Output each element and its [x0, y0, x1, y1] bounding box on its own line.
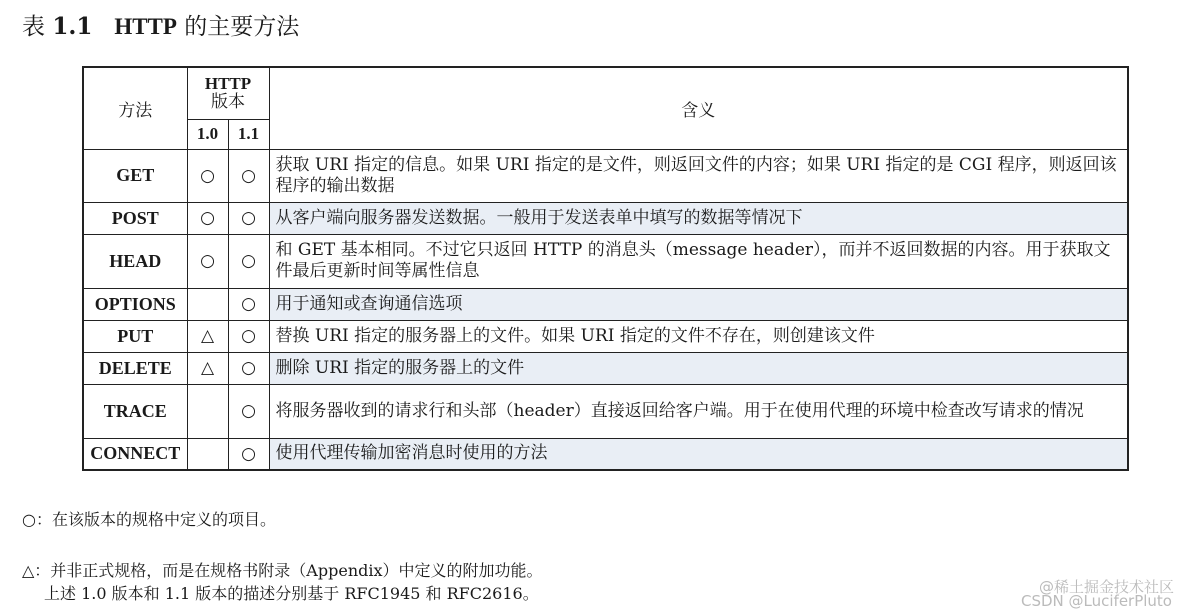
note-circle: ○：在该版本的规格中定义的项目。	[22, 510, 276, 529]
v11-cell: ○	[228, 202, 269, 234]
description-cell: 替换 URI 指定的服务器上的文件。如果 URI 指定的文件不存在，则创建该文件	[269, 320, 1128, 352]
v11-cell: ○	[228, 288, 269, 320]
table-title	[22, 12, 299, 42]
description-cell: 和 GET 基本相同。不过它只返回 HTTP 的消息头（message header），而并不返回数据的内容。用于获取文件最后更新时间等属性信息	[269, 234, 1128, 288]
v10-cell	[187, 288, 228, 320]
v11-cell: ○	[228, 320, 269, 352]
description-cell: 使用代理传输加密消息时使用的方法	[269, 438, 1128, 470]
v11-cell: ○	[228, 384, 269, 438]
header-version-bottom: 版本	[211, 92, 245, 113]
table-row	[83, 202, 1128, 234]
title-number: 1.1	[52, 13, 93, 40]
v10-cell	[187, 384, 228, 438]
table-row	[83, 288, 1128, 320]
method-cell: CONNECT	[83, 438, 187, 470]
description-cell: 用于通知或查询通信选项	[269, 288, 1128, 320]
title-prefix: 表	[22, 14, 45, 40]
v10-cell: △	[187, 320, 228, 352]
table-row	[83, 384, 1128, 438]
table-row	[83, 352, 1128, 384]
header-v10: 1.0	[187, 119, 228, 149]
table-row	[83, 234, 1128, 288]
note-triangle: △：并非正式规格，而是在规格书附录（Appendix）中定义的附加功能。	[22, 561, 543, 580]
v11-cell: ○	[228, 438, 269, 470]
description-cell: 获取 URI 指定的信息。如果 URI 指定的是文件，则返回文件的内容；如果 URI 指定的是 CGI 程序，则返回该程序的输出数据	[269, 149, 1128, 202]
http-methods-table	[82, 66, 1129, 471]
title-suffix: 的主要方法	[184, 14, 300, 40]
method-cell: OPTIONS	[83, 288, 187, 320]
table-row	[83, 320, 1128, 352]
header-description: 含义	[269, 67, 1128, 149]
title-keyword: HTTP	[114, 14, 177, 39]
method-cell: TRACE	[83, 384, 187, 438]
note-rfc: 上述 1.0 版本和 1.1 版本的描述分别基于 RFC1945 和 RFC2616。	[44, 584, 539, 603]
method-cell: PUT	[83, 320, 187, 352]
method-cell: GET	[83, 149, 187, 202]
method-cell: POST	[83, 202, 187, 234]
watermark-csdn: CSDN @LuciferPluto	[1020, 592, 1172, 610]
method-cell: HEAD	[83, 234, 187, 288]
v10-cell	[187, 438, 228, 470]
header-version	[187, 67, 269, 119]
header-method: 方法	[83, 67, 187, 149]
v11-cell: ○	[228, 234, 269, 288]
method-cell: DELETE	[83, 352, 187, 384]
description-cell: 删除 URI 指定的服务器上的文件	[269, 352, 1128, 384]
table-row	[83, 149, 1128, 202]
v10-cell: △	[187, 352, 228, 384]
header-v11: 1.1	[228, 119, 269, 149]
v10-cell: ○	[187, 202, 228, 234]
table-row	[83, 438, 1128, 470]
description-cell: 从客户端向服务器发送数据。一般用于发送表单中填写的数据等情况下	[269, 202, 1128, 234]
v10-cell: ○	[187, 149, 228, 202]
v10-cell: ○	[187, 234, 228, 288]
v11-cell: ○	[228, 149, 269, 202]
description-cell: 将服务器收到的请求行和头部（header）直接返回给客户端。用于在使用代理的环境中检查改写请求的情况	[269, 384, 1128, 438]
header-version-top: HTTP	[204, 74, 252, 94]
watermark-juejin: @稀土掘金技术社区	[1038, 578, 1174, 596]
v11-cell: ○	[228, 352, 269, 384]
